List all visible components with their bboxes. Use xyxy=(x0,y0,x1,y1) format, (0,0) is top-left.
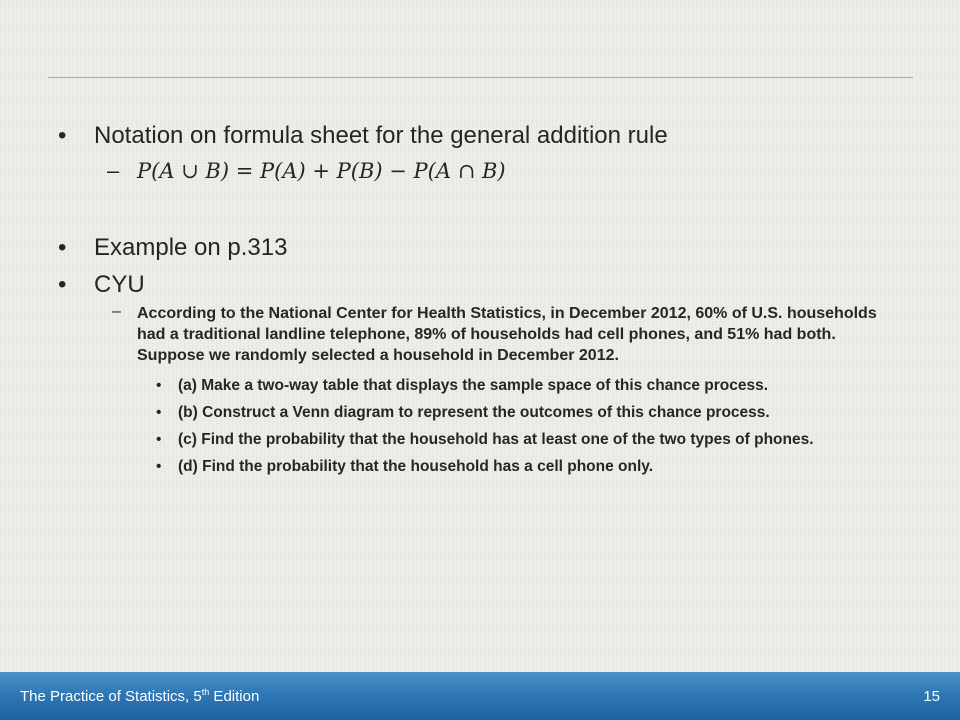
bullet-dot-icon: • xyxy=(58,122,67,149)
bullet-dot-icon: • xyxy=(58,271,67,298)
list-item-text: (d) Find the probability that the household has a cell phone only. xyxy=(178,458,654,475)
bullet-example xyxy=(58,234,288,262)
slide-footer xyxy=(0,672,960,720)
list-item xyxy=(156,431,814,449)
dash-icon: – xyxy=(107,158,120,183)
list-item-text: (c) Find the probability that the household has at least one of the two types of phones. xyxy=(178,431,814,448)
dash-icon: – xyxy=(112,303,121,320)
bullet-dot-icon: • xyxy=(156,458,162,475)
list-item-text: (a) Make a two-way table that displays the sample space of this chance process. xyxy=(178,377,769,394)
bullet-text: Notation on formula sheet for the general addition rule xyxy=(94,122,668,149)
list-item xyxy=(156,377,769,395)
bullet-text: Example on p.313 xyxy=(94,234,288,261)
list-item xyxy=(156,404,770,422)
bullet-text: CYU xyxy=(94,271,145,298)
footer-title-superscript: th xyxy=(201,687,210,697)
bullet-dot-icon: • xyxy=(156,404,162,421)
list-item xyxy=(156,458,654,476)
bullet-dot-icon: • xyxy=(58,234,67,261)
bullet-cyu xyxy=(58,271,145,299)
formula-line xyxy=(107,158,506,184)
cyu-paragraph: According to the National Center for Health Statistics, in December 2012, 60% of U.S. households had a traditional landline telephone, 89% of households had cell phones, and 51% had both. Suppose we randomly selected a household in December 2012. xyxy=(137,305,877,364)
list-item-text: (b) Construct a Venn diagram to represent the outcomes of this chance process. xyxy=(178,404,770,421)
bullet-dot-icon: • xyxy=(156,377,162,394)
addition-rule-formula: P(A ∪ B) = P(A) + P(B) − P(A ∩ B) xyxy=(137,159,506,183)
page-number: 15 xyxy=(923,688,940,705)
bullet-notation xyxy=(58,122,668,150)
footer-title-suffix: Edition xyxy=(209,688,260,705)
header-divider-line xyxy=(48,77,913,78)
bullet-dot-icon: • xyxy=(156,431,162,448)
footer-title-prefix: The Practice of Statistics, 5 xyxy=(20,688,202,705)
footer-book-title xyxy=(20,688,259,705)
